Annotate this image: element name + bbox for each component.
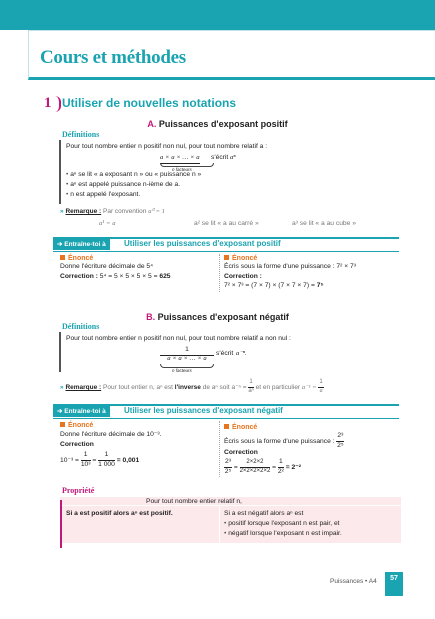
exercise-1-right-correction-label: Correction : (224, 273, 262, 280)
exercise-2-right-correction-label: Correction (224, 449, 258, 456)
exercise-2-divider (219, 421, 220, 477)
power-a: aⁿ (230, 154, 236, 161)
exercise-1-title: Utiliser les puissances d'exposant positif (124, 239, 281, 248)
writes-as-b: s'écrit (216, 350, 234, 357)
property-right-bullet-2: • négatif lorsque l'exposant n est impair. (224, 530, 342, 537)
exercise-2-right-correction: $\frac{\text{2³}}{\text{2⁵}}$ = $\frac{2\times 2\times 2}{2\times 2\times 2\times 2\times 2}$ = $\frac{1}{\text{2²}}$ = 2⁻² (224, 458, 301, 475)
property-heading: Propriété (62, 486, 95, 495)
footer-chapter: Puissances • A4 (330, 578, 377, 585)
definition-bar-b (59, 332, 61, 372)
remark-a: » Remarque : Par convention a⁰ = 1 (60, 208, 165, 215)
exercise-1-right-label: Énoncé (224, 255, 257, 262)
factor-note-b: n facteurs (172, 368, 192, 373)
exercise-1-right-correction: 7² × 7³ = (7 × 7) × (7 × 7 × 7) = 7⁵ (224, 282, 324, 289)
property-right-intro: Si a est négatif alors aⁿ est (224, 510, 304, 517)
exercise-1-divider (219, 254, 220, 292)
exercise-2-right-statement: Écris sous la forme d'une puissance : $\frac{\text{2³}}{\text{2⁵}}$ (224, 432, 344, 449)
section-number: 1 (44, 95, 52, 111)
exercise-2-right-label: Énoncé (224, 424, 257, 431)
section-title: Utiliser de nouvelles notations (62, 96, 237, 110)
property-intro: Pour tout nombre entier relatif n, (146, 498, 242, 505)
exercise-1-left-label: Énoncé (60, 255, 93, 262)
exercise-2-badge: ➔ Entraîne-toi à (53, 406, 110, 417)
property-bar (60, 500, 62, 548)
exercise-1-left-statement: Donne l'écriture décimale de 5⁴ (60, 263, 153, 270)
bullet-a-3: • n est appelé l'exposant. (66, 191, 141, 198)
part-a-letter: A. (147, 119, 157, 129)
definition-intro-a: Pour tout nombre entier n positif non nul, pour tout nombre relatif a : (66, 143, 268, 150)
exercise-1-badge: ➔ Entraîne-toi à (53, 239, 110, 250)
power-b: a⁻ⁿ. (236, 350, 247, 357)
header-band (0, 0, 435, 30)
exercise-1-right-statement: Écris sous la forme d'une puissance : 7² × 7³ (224, 263, 356, 270)
definition-bar-a (59, 140, 61, 204)
writes-as-a: s'écrit (211, 154, 229, 161)
definitions-heading-a: Définitions (62, 130, 100, 139)
exercise-2-left-correction-label: Correction (60, 441, 94, 448)
property-mid-divider (219, 505, 220, 543)
remark-a-example-3: a³ se lit « a au cube » (292, 220, 356, 227)
product-formula: a × a × … × a (160, 154, 200, 164)
exercise-2-left-label: Énoncé (60, 422, 93, 429)
remark-a-example-2: a² se lit « a au carré » (194, 220, 259, 227)
exercise-2-left-correction: 10⁻³ = $\frac{1}{\text{10³}}$ = $\frac{1}{1 000}$ = 0,001 (60, 451, 140, 468)
page-title: Cours et méthodes (40, 47, 186, 68)
fraction-b-denominator: a × a × … × a (167, 355, 207, 362)
bullet-a-1: • aⁿ se lit « a exposant n » ou « puissance n » (66, 171, 202, 178)
bullet-a-2: • aⁿ est appelé puissance n-ième de a. (66, 181, 181, 188)
exercise-2-left-statement: Donne l'écriture décimale de 10⁻³. (60, 431, 162, 438)
page-number: 57 (385, 572, 403, 596)
definitions-heading-b: Définitions (62, 322, 100, 331)
property-left: Si a est positif alors aⁿ est positif. (66, 510, 173, 517)
remark-b: » Remarque : Pour tout entier n, aⁿ est l'inverse de aⁿ soit a⁻ⁿ = $\frac{1}{\text{aⁿ}}$ et en particulier a⁻¹ = $\frac{1}{a}$ (60, 379, 323, 394)
exercise-2-title: Utiliser les puissances d'exposant négatif (124, 406, 283, 415)
fraction-b-numerator: 1 (160, 346, 214, 356)
part-a-heading (0, 119, 435, 129)
factor-note-a: n facteurs (172, 167, 192, 172)
part-b-heading (0, 312, 435, 322)
part-b-letter: B. (146, 312, 156, 322)
part-a-title: Puissances d'exposant positif (158, 119, 288, 129)
property-right-bullet-1: • positif lorsque l'exposant n est pair, et (224, 520, 340, 527)
section-bracket (55, 96, 61, 112)
part-b-title: Puissances d'exposant négatif (157, 312, 289, 322)
remark-a-example-1: a¹ = a (99, 220, 116, 227)
exercise-1-left-correction: Correction : 5⁴ = 5 × 5 × 5 × 5 = 625 (60, 273, 171, 280)
definition-intro-b: Pour tout nombre entier n positif non nul, pour tout nombre relatif a non nul : (66, 335, 291, 342)
